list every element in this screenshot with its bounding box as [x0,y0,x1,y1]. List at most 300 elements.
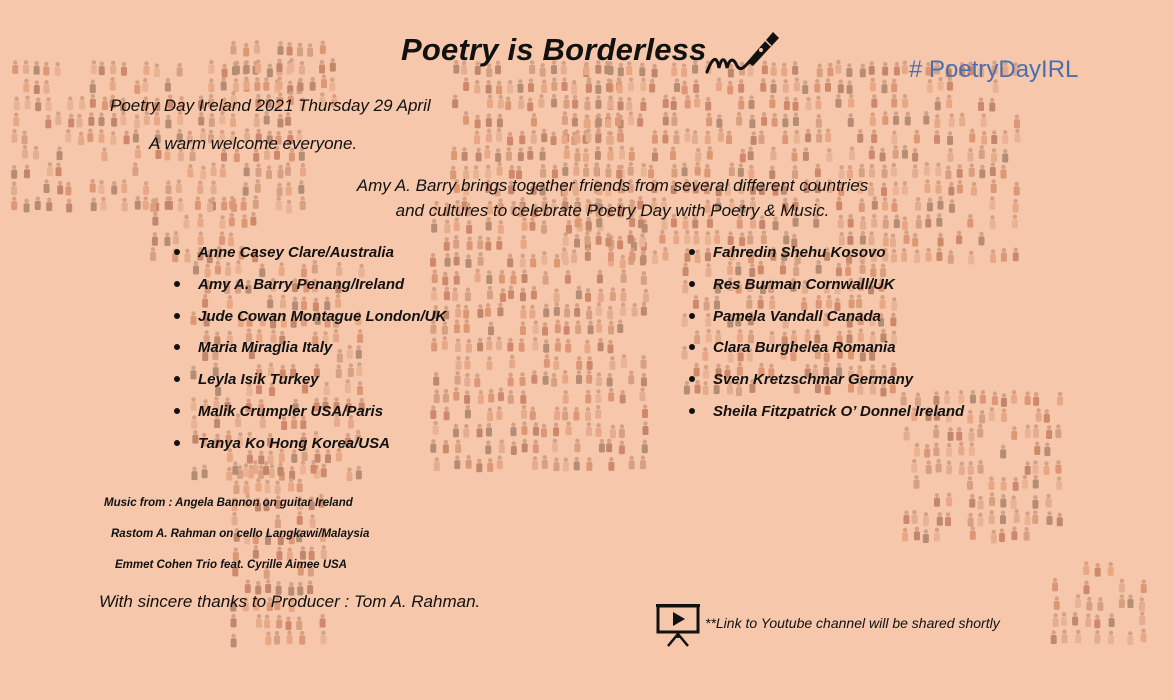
crowd-figure [674,78,680,92]
crowd-figure [1011,390,1017,404]
crowd-figure [792,61,798,75]
crowd-figure [1025,424,1031,438]
crowd-figure [243,43,249,57]
crowd-figure [595,389,601,403]
crowd-figure [693,79,699,93]
crowd-figure [507,253,513,267]
crowd-figure [794,130,800,144]
page-title: Poetry is Borderless [401,32,707,67]
crowd-figure [916,215,922,229]
music-credit: Rastom A. Rahman on cello Langkawi/Malaysia [111,528,370,540]
crowd-figure [620,390,626,404]
crowd-figure [574,234,580,248]
crowd-figure [1127,631,1133,645]
intro-line: Amy A. Barry brings together friends from several different countries [356,176,869,195]
crowd-figure [573,407,579,421]
crowd-figure [47,162,53,176]
crowd-figure [486,356,492,370]
crowd-figure [287,42,293,56]
crowd-figure [596,113,602,127]
crowd-figure [110,77,116,91]
crowd-figure [485,441,491,455]
crowd-figure [816,114,822,128]
crowd-figure [177,198,183,212]
crowd-figure [685,95,691,109]
crowd-figure [553,423,559,437]
crowd-figure [1012,215,1018,229]
crowd-figure [1094,615,1100,629]
crowd-figure [671,112,677,126]
crowd-figure [285,616,291,630]
crowd-figure [967,476,973,490]
crowd-figure [587,356,593,370]
crowd-figure [319,60,325,74]
crowd-figure [256,614,262,628]
crowd-figure [531,113,537,127]
crowd-figure [1013,248,1019,262]
crowd-figure [682,81,688,95]
crowd-figure [90,79,96,93]
crowd-figure [902,216,908,230]
crowd-figure [527,98,533,112]
crowd-figure [628,230,634,244]
crowd-figure [277,58,283,72]
crowd-figure [671,96,677,110]
crowd-figure [255,163,261,177]
crowd-figure [530,254,536,268]
crowd-figure [1051,630,1057,644]
crowd-figure [1000,165,1006,179]
crowd-figure [320,614,326,628]
crowd-figure [266,165,272,179]
crowd-figure [607,146,613,160]
crowd-figure [620,255,626,269]
crowd-figure [152,212,158,226]
crowd-figure [497,455,503,469]
crowd-figure [1001,408,1007,422]
crowd-figure [991,148,997,162]
crowd-figure [936,459,942,473]
crowd-figure [957,164,963,178]
music-credit: Emmet Cohen Trio feat. Cyrille Aimee USA [115,559,347,571]
crowd-figure [555,338,561,352]
crowd-figure [988,476,994,490]
crowd-figure [632,303,638,317]
crowd-figure [891,94,897,108]
crowd-figure [500,288,506,302]
crowd-figure [596,302,602,316]
crowd-figure [1052,578,1058,592]
crowd-figure [488,321,494,335]
crowd-figure [571,80,577,94]
list-item: Leyla Isik Turkey [173,371,446,403]
crowd-figure [971,182,977,196]
crowd-figure [881,80,887,94]
crowd-figure [221,197,227,211]
crowd-figure [22,145,28,159]
crowd-figure [485,303,491,317]
crowd-figure [12,60,18,74]
list-item: Maria Miraglia Italy [173,339,446,371]
crowd-figure [244,163,250,177]
crowd-figure [803,147,809,161]
crowd-figure [87,128,93,142]
crowd-figure [499,439,505,453]
crowd-figure [24,199,30,213]
crowd-figure [554,288,560,302]
crowd-figure [522,439,528,453]
crowd-figure [584,231,590,245]
crowd-figure [563,95,569,109]
crowd-figure [562,77,568,91]
crowd-figure [165,180,171,194]
crowd-figure [34,61,40,75]
crowd-figure [599,439,605,453]
crowd-figure [510,271,516,285]
crowd-figure [652,130,658,144]
crowd-figure [959,113,965,127]
crowd-figure [561,247,567,261]
crowd-figure [847,80,853,94]
crowd-figure [584,340,590,354]
crowd-figure [947,131,953,145]
crowd-figure [543,271,549,285]
crowd-figure [464,390,470,404]
crowd-figure [309,546,315,560]
crowd-figure [264,480,270,494]
crowd-figure [641,302,647,316]
crowd-figure [330,58,336,72]
crowd-figure [978,97,984,111]
crowd-figure [34,80,40,94]
crowd-figure [287,630,293,644]
crowd-figure [586,79,592,93]
crowd-figure [455,439,461,453]
crowd-figure [23,60,29,74]
crowd-figure [538,94,544,108]
crowd-figure [1014,115,1020,129]
list-item: Res Burman Cornwall/UK [688,276,964,308]
crowd-figure [891,79,897,93]
crowd-figure [912,148,918,162]
crowd-figure [285,162,291,176]
crowd-figure [1119,594,1125,608]
crowd-figure [968,461,974,475]
crowd-figure [1083,561,1089,575]
crowd-figure [23,79,29,93]
crowd-figure [455,304,461,318]
crowd-figure [1057,513,1063,527]
crowd-figure [517,79,523,93]
crowd-figure [540,147,546,161]
crowd-figure [543,371,549,385]
crowd-figure [598,338,604,352]
crowd-figure [176,179,182,193]
crowd-figure [848,113,854,127]
crowd-figure [101,147,107,161]
crowd-figure [1024,527,1030,541]
crowd-figure [949,113,955,127]
crowd-figure [255,478,261,492]
intro-text [330,173,895,223]
crowd-figure [620,302,626,316]
crowd-figure [1013,477,1019,491]
crowd-figure [24,165,30,179]
crowd-figure [297,479,303,493]
crowd-figure [870,112,876,126]
crowd-figure [487,458,493,472]
crowd-figure [528,78,534,92]
crowd-figure [628,371,634,385]
presentation-screen-icon[interactable] [656,603,700,647]
crowd-figure [541,424,547,438]
crowd-figure [1127,594,1133,608]
crowd-figure [1002,149,1008,163]
crowd-figure [299,61,305,75]
crowd-figure [57,181,63,195]
crowd-figure [629,456,635,470]
crowd-figure [870,78,876,92]
crowd-figure [904,230,910,244]
crowd-figure [543,304,549,318]
crowd-figure [541,79,547,93]
crowd-figure [143,181,149,195]
crowd-figure [55,62,61,76]
crowd-figure [533,320,539,334]
crowd-figure [585,288,591,302]
crowd-figure [55,111,61,125]
crowd-figure [893,111,899,125]
crowd-figure [575,320,581,334]
crowd-figure [456,356,462,370]
crowd-figure [463,77,469,91]
list-item: Clara Burghelea Romania [688,339,964,371]
crowd-figure [11,196,17,210]
crowd-figure [628,78,634,92]
crowd-figure [640,77,646,91]
crowd-figure [705,231,711,245]
event-date: Poetry Day Ireland 2021 Thursday 29 April [110,96,431,115]
crowd-figure [747,231,753,245]
crowd-figure [520,288,526,302]
crowd-figure [949,199,955,213]
crowd-figure [902,181,908,195]
crowd-figure [508,285,514,299]
crowd-figure [518,96,524,110]
crowd-figure [1141,579,1147,593]
crowd-figure [22,131,28,145]
crowd-figure [629,147,635,161]
crowd-figure [607,373,613,387]
crowd-figure [150,198,156,212]
crowd-figure [1108,562,1114,576]
crowd-figure [508,373,514,387]
crowd-figure [728,231,734,245]
crowd-figure [684,230,690,244]
crowd-figure [641,250,647,264]
crowd-figure [320,631,326,645]
crowd-figure [925,214,931,228]
crowd-figure [769,95,775,109]
crowd-figure [639,387,645,401]
crowd-figure [989,510,995,524]
crowd-figure [588,321,594,335]
crowd-figure [595,130,601,144]
crowd-figure [45,115,51,129]
crowd-figure [911,510,917,524]
crowd-figure [13,112,19,126]
crowd-figure [562,130,568,144]
crowd-figure [200,166,206,180]
crowd-figure [608,321,614,335]
crowd-figure [749,114,755,128]
hashtag-link[interactable]: # PoetryDayIRL [909,56,1079,83]
crowd-figure [1139,597,1145,611]
crowd-figure [132,162,138,176]
crowd-figure [619,424,625,438]
crowd-figure [979,165,985,179]
crowd-figure [454,271,460,285]
crowd-figure [453,387,459,401]
crowd-figure [718,128,724,142]
crowd-figure [25,95,31,109]
crowd-figure [541,251,547,265]
crowd-figure [761,112,767,126]
crowd-figure [749,95,755,109]
list-item: Amy A. Barry Penang/Ireland [173,276,446,308]
crowd-figure [254,77,260,91]
crowd-figure [533,439,539,453]
crowd-figure [191,466,197,480]
crowd-figure [583,148,589,162]
crowd-figure [652,250,658,264]
crowd-figure [618,97,624,111]
crowd-figure [476,459,482,473]
welcome-text: A warm welcome everyone. [149,134,358,153]
crowd-figure [880,148,886,162]
crowd-figure [1109,613,1115,627]
crowd-figure [977,513,983,527]
crowd-figure [521,421,527,435]
crowd-figure [286,200,292,214]
crowd-figure [222,64,228,78]
crowd-figure [520,390,526,404]
music-credit: Music from : Angela Bannon on guitar Ireland [104,497,353,509]
crowd-figure [519,372,525,386]
crowd-figure [211,162,217,176]
crowd-figure [835,94,841,108]
crowd-figure [474,130,480,144]
crowd-figure [615,112,621,126]
crowd-figure [298,78,304,92]
crowd-figure [463,424,469,438]
crowd-figure [498,95,504,109]
crowd-figure [574,303,580,317]
crowd-figure [263,77,269,91]
crowd-figure [1141,629,1147,643]
crowd-figure [11,129,17,143]
crowd-figure [827,63,833,77]
crowd-figure [463,111,469,125]
crowd-figure [882,111,888,125]
crowd-figure [726,130,732,144]
crowd-figure [475,269,481,283]
crowd-figure [707,146,713,160]
crowd-figure [488,389,494,403]
crowd-figure [825,78,831,92]
crowd-figure [231,614,237,628]
crowd-figure [202,465,208,479]
crowd-figure [91,197,97,211]
crowd-figure [860,64,866,78]
crowd-figure [860,231,866,245]
crowd-figure [321,74,327,88]
crowd-figure [552,439,558,453]
crowd-figure [926,460,932,474]
crowd-figure [530,406,536,420]
crowd-figure [969,129,975,143]
crowd-figure [1036,408,1042,422]
crowd-figure [1086,597,1092,611]
list-item: Sven Kretzschmar Germany [688,371,964,403]
crowd-figure [486,270,492,284]
crowd-figure [642,440,648,454]
crowd-figure [134,80,140,94]
crowd-figure [572,113,578,127]
crowd-figure [1000,494,1006,508]
crowd-figure [1025,461,1031,475]
crowd-figure [541,129,547,143]
crowd-figure [617,128,623,142]
crowd-figure [253,195,259,209]
crowd-figure [173,231,179,245]
crowd-figure [585,390,591,404]
crowd-figure [289,466,295,480]
crowd-figure [805,129,811,143]
crowd-figure [693,231,699,245]
crowd-figure [264,615,270,629]
crowd-figure [826,148,832,162]
crowd-figure [274,631,280,645]
crowd-figure [585,247,591,261]
crowd-figure [825,128,831,142]
crowd-figure [65,129,71,143]
crowd-figure [937,196,943,210]
crowd-figure [610,425,616,439]
crowd-figure [197,180,203,194]
crowd-figure [1053,613,1059,627]
crowd-figure [542,322,548,336]
crowd-figure [1061,612,1067,626]
crowd-figure [465,254,471,268]
crowd-figure [1000,510,1006,524]
crowd-figure [924,162,930,176]
crowd-figure [276,615,282,629]
intro-line: and cultures to celebrate Poetry Day with Poetry & Music. [395,201,830,220]
crowd-figure [453,235,459,249]
crowd-figure [484,145,490,159]
crowd-figure [46,197,52,211]
crowd-figure [496,81,502,95]
crowd-figure [183,215,189,229]
crowd-figure [195,196,201,210]
list-item: Fahredin Shehu Kosovo [688,244,964,276]
crowd-figure [1033,475,1039,489]
crowd-figure [605,114,611,128]
crowd-figure [265,631,271,645]
crowd-figure [806,97,812,111]
crowd-figure [467,236,473,250]
